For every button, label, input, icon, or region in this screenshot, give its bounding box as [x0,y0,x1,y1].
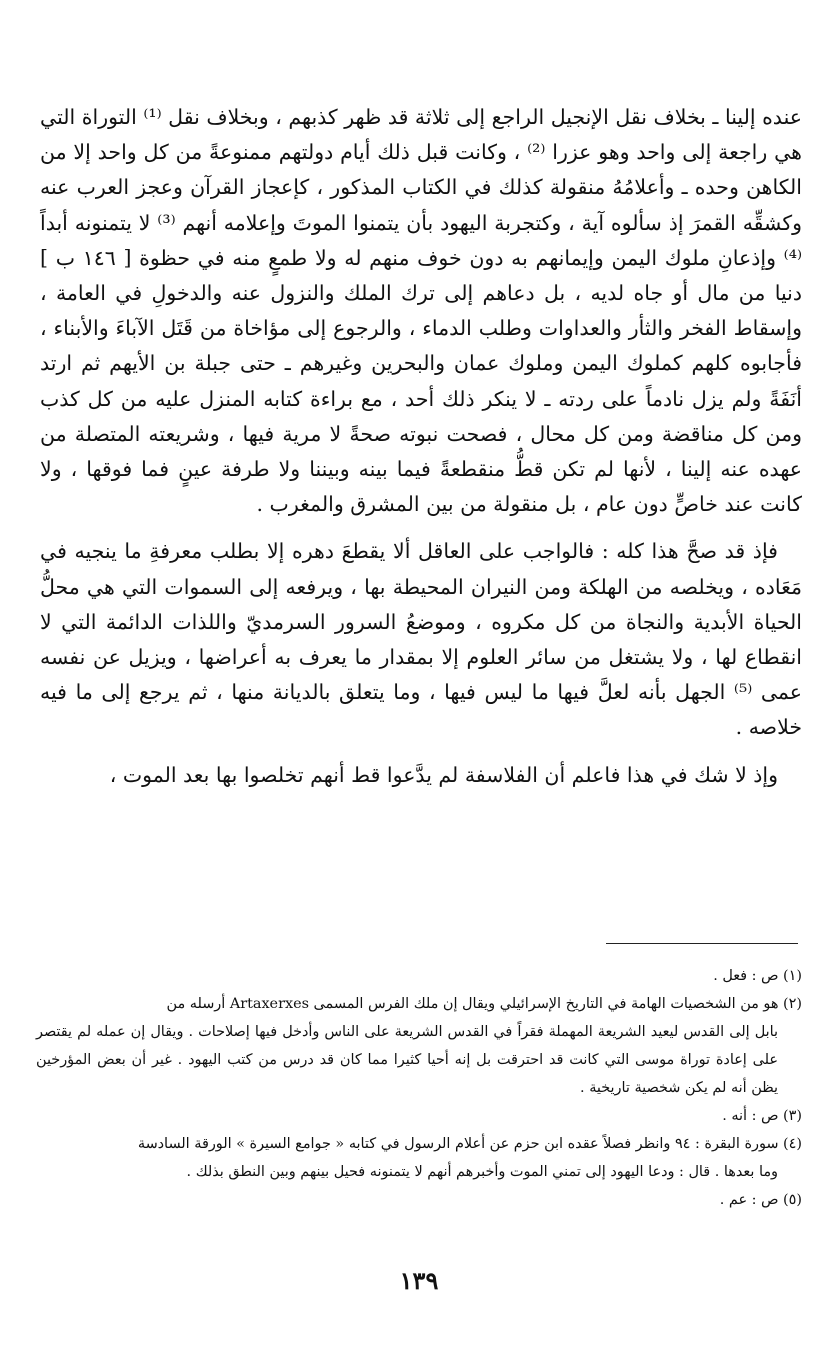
footnote-4-continuation: وما بعدها . قال : ودعا اليهود إلى تمني الموت وأخبرهم أنهم لا يتمنونه فحيل بينهم وبين النطق بذلك . [186,1164,778,1180]
paragraph-3: وإذ لا شك في هذا فاعلم أن الفلاسفة لم يدَّعوا قط أنهم تخلصوا بها بعد الموت ، [109,762,778,787]
footnote-3: (٣) ص : أنه . [722,1108,802,1124]
footnote-1: (١) ص : فعل . [713,968,802,984]
page-number: ١٣٩ [399,1266,439,1295]
footnote-divider [606,943,798,944]
footnote-5: (٥) ص : عم . [719,1192,802,1208]
footnote-4: (٤) سورة البقرة : ٩٤ وانظر فصلاً عقده ابن حزم عن أعلام الرسول في كتابه « جوامع السيرة » الورقة السادسة [137,1136,802,1152]
footnote-2-continuation: بابل إلى القدس ليعيد الشريعة المهملة فقراً في القدس الشريعة على الناس وأدخل فيها إصلاحات . ويقال إن عمله لم يقتصر على إعادة توراة موسى التي كانت قد احترقت بل إنه أحيا كثيرا مما كان قد درس من كتب اليهود . غير أن بعض المؤرخين يظن أنه لم يكن شخصية تاريخية . [36,1024,778,1096]
paragraph-1: عنده إلينا ـ بخلاف نقل الإنجيل الراجع إلى ثلاثة قد ظهر كذبهم ، وبخلاف نقل ⁽¹⁾ التوراة التي هي راجعة إلى واحد وهو عزرا ⁽²⁾ ، وكانت قبل ذلك أيام دولتهم ممنوعةً من كل واحد إلا من الكاهن وحده ـ وأعلامُهُ منقولة كذلك في الكتاب المذكور ، كإعجاز القرآن وعجز العرب عنه وكشقِّه القمرَ إذ سألوه آية ، وكتجربة اليهود بأن يتمنوا الموتَ وإعلامه أنهم ⁽³⁾ لا يتمنونه أبداً ⁽⁴⁾ وإذعانِ ملوك اليمن وإيمانهم به دون خوف منهم له ولا طمعٍ منه في حظوة [ ١٤٦ ب ] دنيا من مال أو جاه لديه ، بل دعاهم إلى ترك الملك والنزول عنه والدخولِ في العامة ، وإسقاط الفخر والثأر والعداوات وطلب الدماء ، والرجوع إلى مؤاخاة من قَتَل الآباءَ والأبناء ، فأجابوه كلهم كملوك اليمن وملوك عمان والبحرين وغيرهم ـ حتى جبلة بن الأيهم ثم ارتد أنَفَةً ولم يزل نادماً على ردته ـ لا ينكر ذلك أحد ، مع براءة كتابه المنزل عليه من كل كذب ومن كل مناقضة ومن كل محال ، فصحت نبوته صحةً لا مرية فيها ، وشريعته المتصلة من عهده عنه إلينا ، لأنها لم تكن قطُّ منقطعةً فيما بينه وبيننا ولا طرفة عينٍ فما فوقها ، ولا كانت عند خاصٍّ دون عام ، بل منقولة من بين المشرق والمغرب . [40,105,802,517]
footnote-2: (٢) هو من الشخصيات الهامة في التاريخ الإسرائيلي ويقال إن ملك الفرس المسمى Artaxerxes أرسله من [166,996,802,1012]
footnotes [36,962,802,1214]
paragraph-2: فإذ قد صحَّ هذا كله : فالواجب على العاقل ألا يقطعَ دهره إلا بطلب معرفةِ ما ينجيه في مَعَاده ، ويخلصه من الهلكة ومن النيران المحيطة بها ، ويرفعه إلى السموات التي هي محلُّ الحياة الأبدية والنجاة من كل مكروه ، وموضعُ السرور السرمديّ واللذات الدائمة التي لا انقطاع لها ، ولا يشتغل من سائر العلوم إلا بمقدار ما يعرف به أعراضها ، ويزيل عن نفسه عمى ⁽⁵⁾ الجهل بأنه لعلَّ فيها ما ليس فيها ، وما يتعلق بالديانة منها ، ثم يرجع إلى ما فيه خلاصه . [40,539,802,740]
